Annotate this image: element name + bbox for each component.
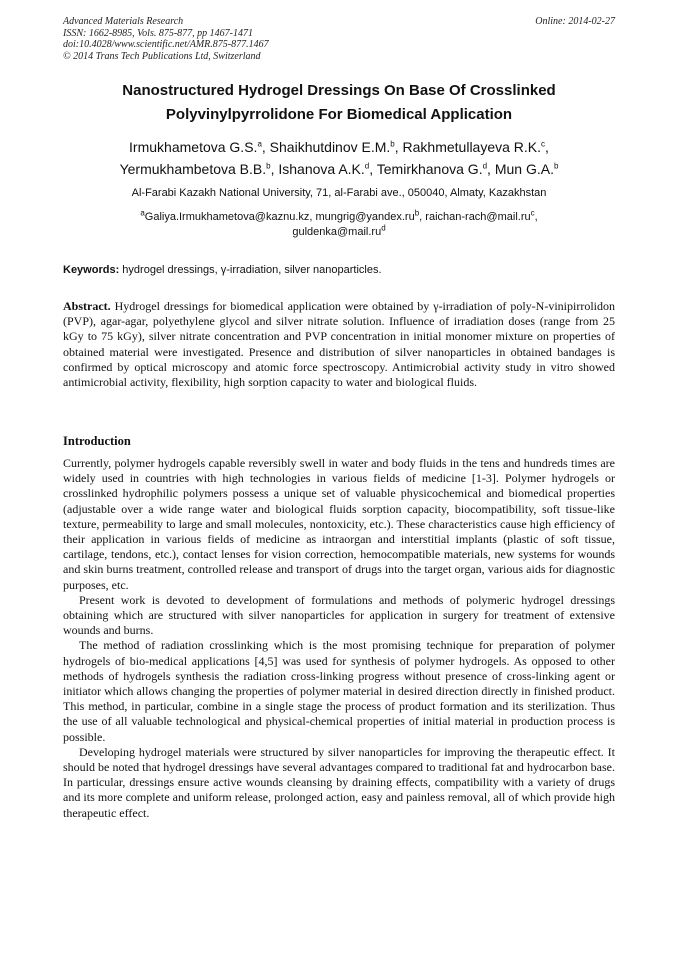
abstract-text: Hydrogel dressings for biomedical application were obtained by γ-irradiation of poly-N-vinipirrolidon (PVP), agar-agar, polyethylene glycol and silver nitrate solution. Influence of irradiation doses (range from 25 kGy to 75 kGy), silver nitrate concentration and PVP concentration in initial monomer mixture on properties of obtained material were investigated. Presence and distribution of silver nanoparticles in obtained bandages is confirmed by optical microscopy and atomic force spectroscopy. Antimicrobial activity study in vitro showed antimicrobial activity, flexibility, high sorption capacity to water and biological fluids. [63, 299, 615, 390]
body-paragraph: Developing hydrogel materials were structured by silver nanoparticles for improving the therapeutic effect. It should be noted that hydrogel dressings have several advantages compared to traditional fat and hydrocarbon base. In particular, dressings ensure active wounds cleansing by draining effects, compatibility with a variety of drugs and its more complete and uniform release, prolonged action, easy and painless removal, all of which provide high therapeutic effect. [63, 744, 615, 820]
author-separator: , [545, 139, 549, 155]
doi-line: doi:10.4028/www.scientific.net/AMR.875-877.1467 [63, 39, 269, 50]
header-citation [63, 16, 483, 62]
author-separator: , [270, 161, 279, 177]
title-line-1: Nanostructured Hydrogel Dressings On Base Of Crosslinked [122, 82, 556, 99]
paper-title [63, 79, 615, 127]
author-separator: , [487, 161, 495, 177]
title-line-2: Polyvinylpyrrolidone For Biomedical Application [165, 106, 513, 123]
author-affiliation-mark: b [390, 139, 395, 149]
email-text: , [534, 211, 538, 223]
introduction-heading: Introduction [63, 434, 131, 448]
author-separator: , [369, 161, 377, 177]
issn-line: ISSN: 1662-8985, Vols. 875-877, pp 1467-1471 [63, 27, 253, 39]
author-name: Shaikhutdinov E.M. [269, 139, 391, 155]
author-affiliation-mark: c [541, 139, 546, 149]
author-list [63, 136, 615, 180]
abstract-label: Abstract. [63, 299, 111, 313]
author-name: Yermukhambetova B.B. [119, 161, 267, 177]
journal-name: Advanced Materials Research [63, 16, 184, 27]
author-affiliation-mark: b [266, 161, 271, 171]
author-name: Irmukhametova G.S. [129, 139, 258, 155]
email-text: , raichan-rach@mail.ru [419, 211, 531, 223]
author-line-1 [63, 136, 615, 158]
keywords [63, 263, 615, 277]
body-paragraph: Present work is devoted to development of formulations and methods of polymeric hydrogel dressings obtaining which are structured with silver nanoparticles for application in surgery for treatment of extensive wounds and burns. [63, 592, 615, 638]
affiliation: Al-Farabi Kazakh National University, 71, al-Farabi ave., 050040, Almaty, Kazakhstan [131, 187, 547, 199]
author-separator: , [261, 139, 270, 155]
author-emails [63, 210, 615, 240]
author-affiliation-mark: a [257, 139, 262, 149]
email-mark: a [140, 208, 145, 218]
email-mark: d [381, 223, 386, 233]
author-name: Rakhmetullayeva R.K. [402, 139, 542, 155]
email-text: guldenka@mail.ru [292, 226, 382, 238]
author-affiliation-mark: b [553, 161, 559, 171]
email-line-2 [63, 225, 615, 240]
email-mark: b [414, 208, 420, 218]
author-line-2 [63, 158, 615, 180]
author-name: Temirkhanova G. [376, 161, 483, 177]
online-date: Online: 2014-02-27 [535, 16, 615, 27]
abstract [63, 299, 615, 390]
email-mark: c [530, 208, 535, 218]
email-text: Galiya.Irmukhametova@kaznu.kz, mungrig@yandex.ru [144, 211, 415, 223]
author-name: Mun G.A. [494, 161, 554, 177]
copyright-line: © 2014 Trans Tech Publications Ltd, Switzerland [63, 50, 261, 62]
introduction-body [63, 456, 615, 821]
keywords-label: Keywords: [63, 264, 120, 276]
email-line-1 [63, 210, 615, 225]
author-separator: , [394, 139, 403, 155]
body-paragraph: The method of radiation crosslinking which is the most promising technique for preparation of polymer hydrogels of bio-medical applications [4,5] was used for synthesis of polymer hydrogels. As opposed to other methods of hydrogels synthesis the radiation cross-linking progress without presence of cross-linking agent or initiator which allows changing the properties of polymer material in desired direction directly in finished product. This method, in particular, combine in a single stage the process of product formation and its sterilization. Thus the use of all valuable technological and physical-chemical properties of initial material in production process is possible. [63, 638, 615, 744]
body-paragraph: Currently, polymer hydrogels capable reversibly swell in water and body fluids in the tens and hundreds times are widely used in countries with high technologies in various fields of medicine [1-3]. Polymer hydrogels or crosslinked hydrophilic polymers possess a unique set of valuable physicochemical and biomedical properties (adjustable over a wide range water and biological fluids sorption capacity, biocompatibility, soft tissue-like texture, permeability to large and small molecules, nontoxicity, etc.). These characteristics cause high efficiency of their application in various fields of medicine as intraorgan and interstitial implants (plastic of soft tissue, cartilage, tendons, etc.), contact lenses for vision correction, hemocompatible materials, new systems for wounds and skin burns treatment, controlled release and transport of drugs into the target organ, various aids for diagnostic purposes, etc. [63, 456, 615, 592]
keywords-text: hydrogel dressings, γ-irradiation, silver nanoparticles. [119, 264, 382, 276]
author-name: Ishanova A.K. [278, 161, 365, 177]
author-affiliation-mark: d [364, 161, 370, 171]
author-affiliation-mark: d [482, 161, 488, 171]
